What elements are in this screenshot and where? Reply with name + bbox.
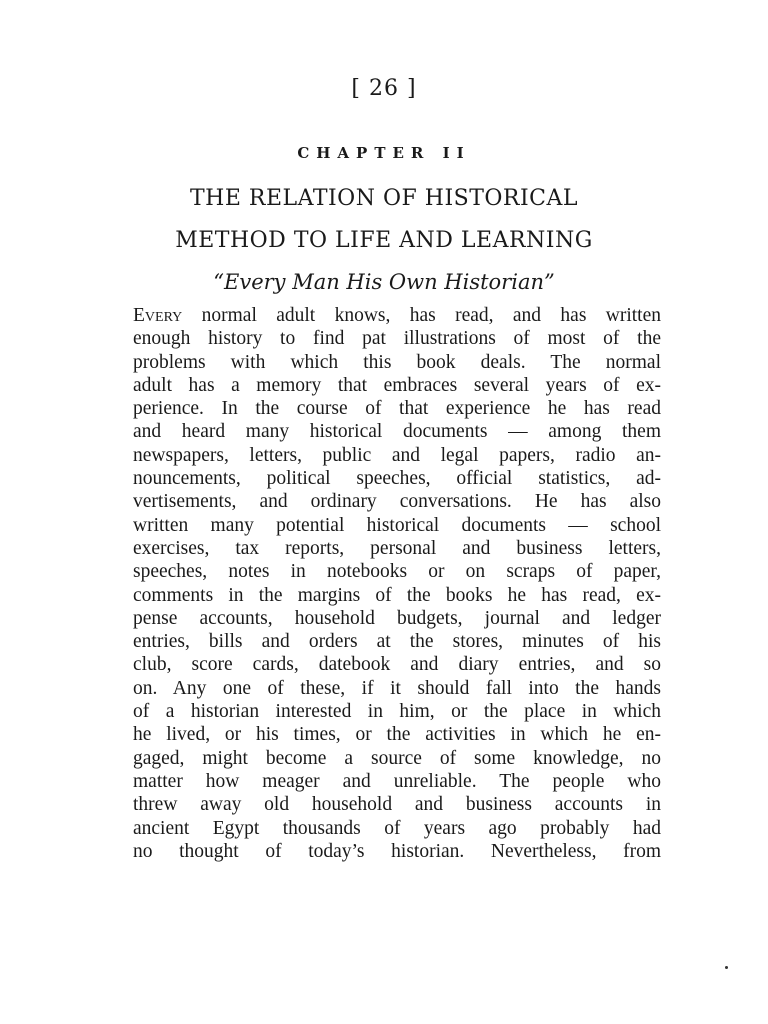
body-line (133, 304, 661, 327)
body-line: and heard many historical documents — among them (133, 421, 661, 443)
page-number: [ 26 ] (351, 76, 417, 101)
section-heading: “Every Man His Own Historian” (213, 270, 555, 294)
chapter-title-line-1: THE RELATION OF HISTORICAL (189, 186, 578, 211)
body-line: exercises, tax reports, personal and business letters, (133, 537, 661, 559)
body-line: ancient Egypt thousands of years ago probably had (133, 817, 661, 839)
body-line: vertisements, and ordinary conversations. He has also (133, 491, 661, 513)
body-line: written many potential historical documents — school (133, 514, 661, 536)
first-line-text: normal adult knows, has read, and has written (201, 305, 661, 326)
chapter-title-line-2: METHOD TO LIFE AND LEARNING (175, 228, 593, 253)
body-paragraph (133, 304, 661, 863)
body-line: newspapers, letters, public and legal papers, radio an- (133, 444, 661, 466)
scan-speck (725, 966, 728, 969)
body-line: of a historian interested in him, or the place in which (133, 701, 661, 723)
body-line: matter how meager and unreliable. The people who (133, 770, 661, 792)
body-line: perience. In the course of that experience he has read (133, 398, 661, 420)
chapter-title (0, 178, 768, 262)
body-line: he lived, or his times, or the activities in which he en- (133, 724, 661, 746)
body-line: comments in the margins of the books he has read, ex- (133, 584, 661, 606)
chapter-label: CHAPTER II (297, 144, 471, 162)
body-line: on. Any one of these, if it should fall into the hands (133, 677, 661, 699)
body-line: problems with which this book deals. The normal (133, 351, 661, 373)
body-line: threw away old household and business accounts in (133, 794, 661, 816)
body-line: enough history to find pat illustrations of most of the (133, 328, 661, 350)
body-line: no thought of today’s historian. Nevertheless, from (133, 840, 661, 862)
body-line: club, score cards, datebook and diary entries, and so (133, 654, 661, 676)
body-line: nouncements, political speeches, official statistics, ad- (133, 468, 661, 490)
body-line: entries, bills and orders at the stores, minutes of his (133, 631, 661, 653)
body-line: pense accounts, household budgets, journal and ledger (133, 607, 661, 629)
body-line: gaged, might become a source of some knowledge, no (133, 747, 661, 769)
lead-word: Every (133, 305, 183, 326)
body-line: adult has a memory that embraces several years of ex- (133, 374, 661, 396)
body-line: speeches, notes in notebooks or on scraps of paper, (133, 561, 661, 583)
